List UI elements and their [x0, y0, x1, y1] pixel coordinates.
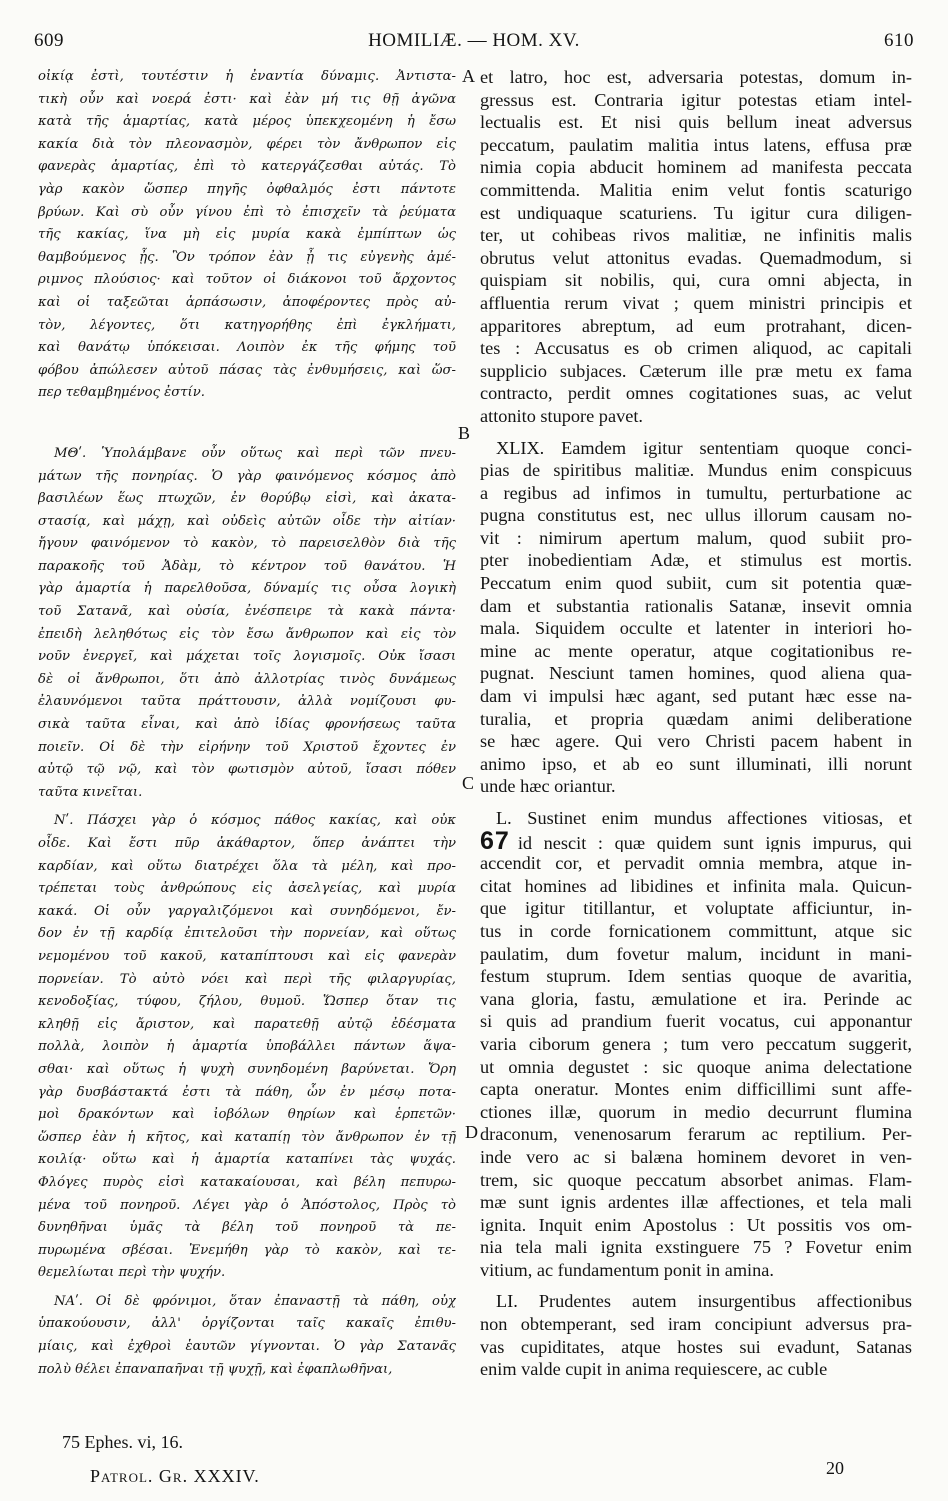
latin-text-line: apparitores abreptum, ad eum protrahant, dicen-: [480, 315, 912, 336]
greek-text-line: κληθῇ εἰς ἄριστον, καὶ παρατεθῇ αὐτῷ ἐδέσματα: [38, 1016, 456, 1032]
latin-text-line: citat homines ad libidines et infinita mala. Quicun-: [480, 875, 912, 896]
greek-text-line: κενοδοξίας, τύφου, ζήλου, θυμοῦ. Ὥσπερ ὅταν τις: [38, 994, 456, 1010]
latin-text-line: que igitur titillantur, et voluptate afficiuntur, in-: [480, 898, 912, 919]
latin-text-line: L. Sustinet enim mundus affectiones vitiosas, et: [496, 808, 912, 828]
greek-text-line: Φλόγες πυρὸς εἰσὶ κατακαίουσαι, καὶ βέλη πεπυρω-: [38, 1174, 456, 1190]
latin-column: [480, 66, 912, 1381]
greek-text-line: ριμνος πλούσιος· καὶ τοῦτον οἱ διάκονοι τοῦ ἄρχοντος: [38, 272, 456, 288]
latin-text-line: est undiquaque scaturiens. Tu igitur cura diligen-: [480, 202, 912, 223]
latin-text-line: draconum, venenosarum ferarum ac reptilium. Per-: [480, 1124, 912, 1145]
latin-text-line: turalia, et propria quædam animi deliberatione: [480, 708, 912, 729]
latin-text-line: Peccatum enim quod subiit, cum sit potentia quæ-: [480, 573, 912, 594]
greek-text-line: ΜΘʹ. Ὑπολάμβανε οὖν οὕτως καὶ περὶ τῶν πνευ-: [54, 445, 456, 461]
latin-text-line: mæ sunt ignis ardentes illæ affectiones, et tela mali: [480, 1192, 912, 1213]
margin-letter-b: B: [458, 423, 471, 443]
latin-text-line: pias de spiritibus malitiæ. Mundus enim conspicuus: [480, 460, 912, 481]
latin-text-line: tus in corde fornicationem committunt, atque sic: [480, 920, 912, 941]
greek-text-line: ΝΑʹ. Οἱ δὲ φρόνιμοι, ὅταν ἐπαναστῇ τὰ πάθη, οὐχ: [54, 1293, 456, 1309]
greek-text-line: ποιεῖν. Οἱ δὲ τὴν εἰρήνην τοῦ Χριστοῦ ἔχοντες ἐν: [38, 739, 456, 755]
greek-text-line: δον ἐν τῇ καρδίᾳ ἐπιτελοῦσι τὴν πορνείαν, καὶ οὕτως: [38, 926, 456, 942]
greek-text-line: δὲ οἱ ἄνθρωποι, ὅτι ἀπὸ ἀλλοτρίας τινὸς δυνάμεως: [38, 671, 456, 687]
latin-text-line: quispiam sit nobilis, qui, cura omni abjecta, in: [480, 270, 912, 291]
latin-text-line: non obtemperant, sed iram concipiunt adversus pra-: [480, 1314, 912, 1335]
greek-text-line: θαμβούμενος ᾖς. Ὃν τρόπον ἐὰν ᾖ τις εὐγενὴς ἀμέ-: [38, 249, 456, 265]
latin-text-line: mine ac mente operatur, atque cogitationibus re-: [480, 640, 912, 661]
latin-text-line: tes : Accusatus es ob crimen aliquod, ac capitali: [480, 338, 912, 359]
latin-text-line: supplicio subjaces. Cæterum ille præ metu ex fama: [480, 360, 912, 381]
greek-text-line: ὥσπερ ἐὰν ἡ κῆτος, καὶ καταπίῃ τὸν ἄνθρωπον ἐν τῇ: [38, 1129, 456, 1145]
greek-text-line: Νʹ. Πάσχει γὰρ ὁ κόσμος πάθος κακίας, καὶ οὐκ: [54, 813, 456, 829]
greek-text-line: σθαι· καὶ οὕτως ἡ ψυχὴ συνηδομένη βαρύνεται. Ὄρη: [38, 1061, 456, 1077]
latin-text-line: dam et substantia rationalis Satanæ, insevit omnia: [480, 595, 912, 616]
greek-text-line: πολλὰ, λοιπὸν ἡ ἁμαρτία ὑποβάλλει πάντων ἅψα-: [38, 1039, 456, 1055]
greek-text-line: τὸν, λέγοντες, ὅτι κατηγορήθης ἐπὶ ἐγκλήματι,: [38, 317, 456, 333]
greek-text-line: τικὴ οὖν καὶ νοερά ἐστι· καὶ ἐὰν μή τις θῇ ἀγῶνα: [38, 91, 456, 107]
greek-text-line: βρύων. Καὶ σὺ οὖν γίνου ἐπὶ τὸ ἐπισχεῖν τὰ ῥεύματα: [38, 204, 456, 220]
latin-text-line: affluentia rerum vivat ; quem ministri principis et: [480, 292, 912, 313]
latin-text-line: vitium, ac fundamentum ponit in amina.: [480, 1259, 774, 1280]
greek-text-line: μίαις, καὶ ἐχθροὶ ἑαυτῶν γίγνονται. Ὁ γὰρ Σατανᾶς: [38, 1339, 456, 1355]
latin-text-line: ter, ut cohibeas rivos malitiæ, ne infinitis malis: [480, 225, 912, 246]
greek-text-line: πορνείαν. Τὸ αὐτὸ νόει καὶ περὶ τῆς φιλαργυρίας,: [38, 971, 456, 987]
latin-text-line: vit : nimirum apertum malum, quod subiit pro-: [480, 527, 912, 548]
latin-text-line: ignita. Inquit enim Apostolus : Ut possitis vos om-: [480, 1214, 912, 1235]
latin-text-line: unde hæc oriantur.: [480, 776, 616, 797]
greek-text-line: θεμελίωται περὶ τὴν ψυχήν.: [38, 1265, 226, 1281]
greek-column: [38, 66, 456, 1381]
sheet-number: 20: [826, 1458, 844, 1478]
greek-text-line: παρακοῆς τοῦ Ἀδὰμ, τὸ κέντρον τοῦ θανάτου. Ἡ: [38, 558, 456, 574]
page-number-left: 609: [34, 30, 64, 51]
latin-text-line: ctiones illæ, quorum in medio decurrunt flumina: [480, 1101, 912, 1122]
greek-text-line: μοὶ δρακόντων καὶ ἰοβόλων θηρίων καὶ ἑρπετῶν·: [38, 1107, 456, 1123]
latin-text-line: contracto, perdit omnes cogitationes suas, ac velut: [480, 383, 912, 404]
greek-text-line: ταῦτα κινεῖται.: [38, 784, 143, 800]
greek-text-line: αὐτῷ τῷ νῷ, καὶ τὸν φωτισμὸν αὐτοῦ, ἴσασι πόθεν: [38, 762, 456, 778]
latin-text-line: paulatim, dum fovetur malum, incidunt in mani-: [480, 943, 912, 964]
greek-text-line: κοιλίᾳ· οὕτω καὶ ἡ ἁμαρτία καταπίνει τὰς ψυχάς.: [38, 1152, 456, 1168]
latin-text-line: pugna constitutus est, nec ullus illorum causam no-: [480, 505, 912, 526]
greek-text-line: ἤγουν φαινόμενον τὸ κακὸν, τὸ παρεισελθὸν διὰ τῆς: [38, 536, 456, 552]
latin-text-line: mala. Siquidem occulte et latenter in interiori ho-: [480, 618, 912, 639]
greek-text-line: τρέπεται τοὺς ἀνθρώπους εἰς ἀσελγείας, καὶ μυρία: [38, 881, 456, 897]
latin-text-line: 67 id nescit : quæ quidem sunt ignis impurus, qui: [480, 830, 912, 853]
greek-text-line: δυνηθῆναι ὑμᾶς τὰ βέλη τοῦ πονηροῦ τὰ πε-: [38, 1220, 456, 1236]
latin-text-line: animo ipso, et ab eo sunt illuminati, illi norunt: [480, 753, 912, 774]
greek-text-line: κατὰ τῆς ἁμαρτίας, κατὰ μέρος ὑπεκχεομένη ἡ ἔσω: [38, 114, 456, 130]
greek-text-line: νεμομένου τοῦ κακοῦ, καταπίπτουσι καὶ εἰς φανερὰν: [38, 948, 456, 964]
greek-text-line: οἶδε. Καὶ ἔστι πῦρ ἀκάθαρτον, ὅπερ ἀνάπτει τὴν: [38, 836, 456, 851]
latin-text-line: se hæc agere. Qui vero Christi pacem habent in: [480, 731, 912, 752]
greek-text-line: τῆς κακίας, ἵνα μὴ εἰς μυρία κακὰ ἐμπίπτων ὡς: [38, 227, 456, 243]
footnote: 75 Ephes. vi, 16.: [62, 1432, 183, 1452]
latin-text-line: peccatum, paulatim malitia intus latens, effusa præ: [480, 134, 912, 155]
greek-text-line: ἐλαυνόμενοι ταῦτα πράττουσιν, ἀλλὰ νομίζουσι φυ-: [38, 694, 456, 710]
running-title: HOMILIÆ. — HOM. XV.: [368, 30, 580, 51]
greek-text-line: κακά. Οἱ οὖν γαργαλιζόμενοι καὶ συνηδόμενοι, ἔν-: [38, 903, 456, 919]
latin-text-line: ut omnia degustet : sic quoque anima delectatione: [480, 1056, 912, 1077]
latin-text-line: varia ciborum genera ; tum vero peccatum suggerit,: [480, 1033, 912, 1054]
latin-text-line: enim valde cupit in anima requiescere, ac cuble: [480, 1359, 828, 1380]
greek-text-line: μένα τοῦ πονηροῦ. Λέγει γὰρ ὁ Ἀπόστολος, Πρὸς τὸ: [38, 1197, 456, 1213]
greek-text-line: βασιλέων ἕως πτωχῶν, ἐν θορύβῳ εἰσὶ, καὶ ἀκατα-: [38, 491, 456, 507]
latin-text-line: committenda. Malitia enim velut fontis scaturigo: [480, 179, 912, 200]
greek-text-line: σικὰ ταῦτα εἶναι, καὶ ἀπὸ ἰδίας φρονήσεως ταῦτα: [38, 717, 456, 733]
latin-text-line: pter inobedientiam Adæ, et stimulus est mortis.: [480, 550, 912, 571]
latin-text-line: dam vi impulsi hæc agant, sed putant hæc esse na-: [480, 686, 912, 707]
margin-letter-c: C: [462, 773, 475, 793]
greek-text-line: περ τεθαμβημένος ἐστίν.: [38, 385, 205, 401]
latin-text-line: attonito stupore pavet.: [480, 405, 643, 426]
latin-text-line: a regibus ad infimos in tumultu, perturbatione ac: [480, 482, 912, 503]
latin-text-line: XLIX. Eamdem igitur sententiam quoque conci-: [496, 437, 912, 458]
greek-text-line: νοῦν ἐνεργεῖ, καὶ μάχεται τοῖς λογισμοῖς. Οὐκ ἴσασι: [38, 649, 456, 665]
margin-letter-a: A: [462, 66, 475, 86]
latin-text-line: pugnat. Nesciunt tamen homines, quod aliena qua-: [480, 663, 912, 684]
latin-text-line: nimia copia abducit hominem ad manifesta peccata: [480, 157, 912, 178]
greek-text-line: γὰρ ἁμαρτία ἡ παρελθοῦσα, δύναμίς τις οὖσα λογικὴ: [38, 581, 456, 597]
greek-text-line: οἰκίᾳ ἐστὶ, τουτέστιν ἡ ἐναντία δύναμις. Ἀντιστα-: [38, 69, 456, 84]
running-header: [30, 30, 918, 60]
greek-text-line: ἐπειδὴ λεληθότως εἰς τὸν ἔσω ἄνθρωπον καὶ εἰς τὸν: [38, 626, 456, 642]
greek-text-line: καὶ θανάτῳ ὑπόκεισαι. Λοιπὸν ἐκ τῆς φήμης τοῦ: [38, 340, 456, 356]
greek-text-line: μάτων τῆς πονηρίας. Ὁ γὰρ φαινόμενος κόσμος ἀπὸ: [38, 468, 456, 484]
latin-text-line: nia tela mali ignita exstinguere 75 ? Fovetur enim: [480, 1237, 912, 1258]
latin-text-line: festum stuprum. Idem sentias quoque de avaritia,: [480, 966, 912, 987]
greek-text-line: φανερὰς ἁμαρτίας, ἐπὶ τὸ κατεργάζεσθαι αὐτάς. Τὸ: [38, 159, 456, 175]
greek-text-line: φόβου ἀπώλεσεν αὐτοῦ πάσας τὰς ἐνθυμήσεις, καὶ ὥσ-: [38, 362, 456, 378]
latin-text-line: si quis ad prandium fuerit vocatus, cui apponantur: [480, 1011, 912, 1032]
greek-text-line: καὶ οἱ ταξεῶται ἁρπάσωσιν, ἀποφέροντες πρὸς αὐ-: [38, 294, 456, 310]
greek-text-line: κακία διὰ τὸν πλεονασμὸν, φέρει τὸν ἄνθρωπον εἰς: [38, 136, 456, 152]
latin-text-line: vas cupiditates, atque hostes sui evadunt, Satanas: [480, 1336, 912, 1357]
latin-text-line: LI. Prudentes autem insurgentibus affectionibus: [496, 1291, 912, 1312]
margin-letter-d: D: [465, 1122, 478, 1142]
printer-signature: Patrol. Gr. XXXIV.: [90, 1466, 260, 1486]
column-number-marker: 67: [480, 829, 510, 853]
greek-text-line: ὑπακούουσιν, ἀλλ' ὀργίζονται ταῖς κακαῖς ἐπιθυ-: [38, 1316, 456, 1332]
latin-text-line: inde vero ac si balæna hominem devoret in ven-: [480, 1146, 912, 1167]
latin-text-line: trem, sic quoque peccatum absorbet animas. Flam-: [480, 1169, 912, 1190]
greek-text-line: τοῦ Σατανᾶ, καὶ οὐσία, ἐνέσπειρε τὰ κακὰ πάντα·: [38, 604, 456, 620]
greek-text-line: γὰρ κακὸν ὥσπερ πηγῆς ὀφθαλμός ἐστι πάντοτε: [38, 181, 456, 197]
latin-text-line: et latro, hoc est, adversaria potestas, domum in-: [480, 67, 912, 87]
page-number-right: 610: [884, 30, 914, 51]
greek-text-line: στασίᾳ, καὶ μάχῃ, καὶ οὐδεὶς αὐτῶν οἶδε τὴν αἰτίαν·: [38, 513, 456, 529]
latin-text-line: obrutus velut attonitus evadas. Quemadmodum, si: [480, 247, 912, 268]
latin-text-line: lectualis est. Et nisi quis bellum ineat adversus: [480, 112, 912, 133]
latin-text-line: vana gloria, fastu, æmulatione et ira. Perinde ac: [480, 988, 912, 1009]
greek-text-line: πολὺ θέλει ἐπαναπαῆναι τῇ ψυχῇ, καὶ ἐφαπλωθῆναι,: [38, 1361, 393, 1377]
latin-text-line: capta oneratur. Montes enim difficillimi sunt affe-: [480, 1079, 912, 1100]
greek-text-line: καρδίαν, καὶ οὕτω διατρέχει ὅλα τὰ μέλη, καὶ προ-: [38, 858, 456, 874]
greek-text-line: πυρωμένα σβέσαι. Ἐνεμήθη γὰρ τὸ κακὸν, καὶ τε-: [38, 1242, 456, 1258]
latin-text-line: gressus est. Contraria igitur potestas etiam intel-: [480, 89, 912, 110]
latin-text-line: accendit cor, et pervadit omnia membra, atque in-: [480, 853, 912, 874]
greek-text-line: γὰρ δυσβάστακτά ἐστι τὰ πάθη, ὧν ἐν μέσῳ ποτα-: [38, 1084, 456, 1100]
